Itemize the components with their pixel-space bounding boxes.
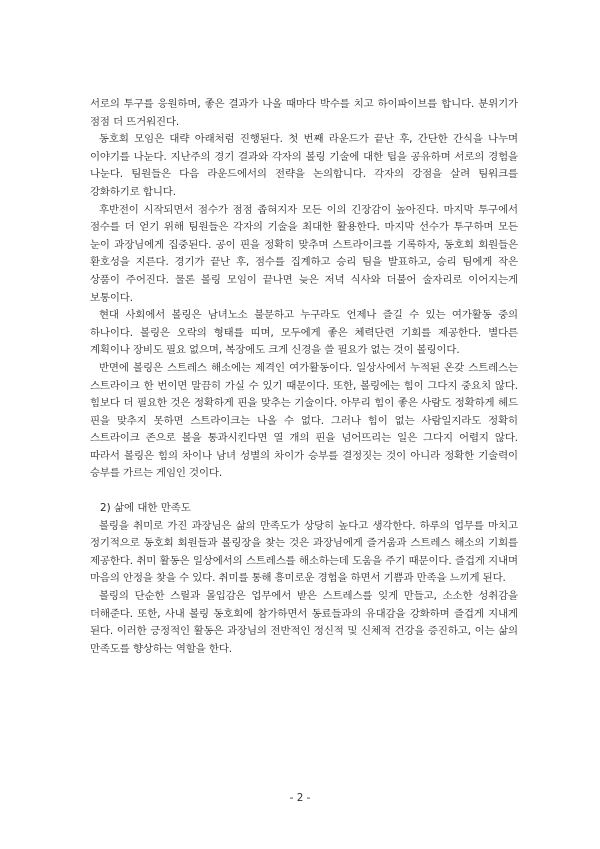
section-heading: 2) 삶에 대한 만족도 bbox=[100, 502, 191, 515]
paragraph-5: 반면에 볼링은 스트레스 해소에는 제격인 여가활동이다. 일상사에서 누적된 온갖 스트레스는 스트라이크 한 번이면 말끔히 가실 수 있기 때문이다. 또한, 볼링에는 힘이 그다지 중요치 않다. 힘보다 더 필요한 것은 정확하게 핀을 맞추는 기술이다. 아무리 힘이 좋은 사람도 정확하게 헤드 핀을 맞추지 못하면 스트라이크는 나올 수 없다. 그러나 힘이 없는 사람일지라도 정확히 스트라이크 존으로 볼을 통과시킨다면 열 개의 핀을 넘어뜨리는 일은 그다지 어렵지 않다. 따라서 볼링은 힘의 차이나 남녀 성별의 차이가 승부를 결정짓는 것이 아니라 정확한 기술력이 승부를 가르는 게임인 것이다. bbox=[90, 361, 518, 480]
page-number: - 2 - bbox=[289, 792, 311, 804]
document-page bbox=[90, 96, 518, 658]
paragraph-4: 현대 사회에서 볼링은 남녀노소 불문하고 누구라도 언제나 즐길 수 있는 여가활동 중의 하나이다. 볼링은 오락의 형태를 띠며, 모두에게 좋은 체력단련 기회를 제공한다. 별다른 계획이나 장비도 필요 없으며, 복장에도 크게 신경을 쓸 필요가 없는 것이 볼링이다. bbox=[90, 309, 518, 357]
paragraph-2: 동호회 모임은 대략 아래처럼 진행된다. 첫 번째 라운드가 끝난 후, 간단한 간식을 나누며 이야기를 나눈다. 지난주의 경기 결과와 각자의 볼링 기술에 대한 팁을 공유하며 서로의 경험을 나눈다. 팀원들은 다음 라운드에서의 전략을 논의합니다. 각자의 강점을 살려 팀워크를 강화하기로 합니다. bbox=[90, 133, 518, 198]
paragraph-6: 볼링을 취미로 가진 과장님은 삶의 만족도가 상당히 높다고 생각한다. 하루의 업무를 마치고 정기적으로 동호회 회원들과 볼링장을 찾는 것은 과장님에게 즐거움과 스트레스 해소의 기회를 제공한다. 취미 활동은 일상에서의 스트레스를 해소하는데 도움을 주기 때문이다. 즐겁게 지내며 마음의 안정을 찾을 수 있다. 취미를 통해 흥미로운 경험을 하면서 기쁨과 만족을 느끼게 된다. bbox=[90, 519, 518, 585]
paragraph-7: 볼링의 단순한 스릴과 몰입감은 업무에서 받은 스트레스를 잊게 만들고, 소소한 성취감을 더해준다. 또한, 사내 볼링 동호회에 참가하면서 동료들과의 유대감을 강화하며 즐겁게 지내게 된다. 이러한 긍정적인 활동은 과장님의 전반적인 정신적 및 신체적 건강을 증진하고, 이는 삶의 만족도를 향상하는 역할을 한다. bbox=[90, 590, 518, 655]
paragraph-3: 후반전이 시작되면서 점수가 점점 좁혀지자 모든 이의 긴장감이 높아진다. 마지막 투구에서 점수를 더 얻기 위해 팀원들은 각자의 기술을 최대한 활용한다. 마지막 선수가 투구하며 모든 눈이 과장님에게 집중된다. 공이 핀을 정확히 맞추며 스트라이크를 기록하자, 동호회 회원들은 환호성을 지른다. 경기가 끝난 후, 점수를 집계하고 승리 팀을 발표하고, 승리 팀에게 작은 상품이 주어진다. 물론 볼링 모임이 끝나면 늦은 저녁 식사와 더불어 술자리로 이어지는게 보통이다. bbox=[90, 203, 518, 304]
paragraph-1: 서로의 투구를 응원하며, 좋은 결과가 나올 때마다 박수를 치고 하이파이브를 합니다. 분위기가 점점 더 뜨거워진다. bbox=[90, 98, 518, 128]
